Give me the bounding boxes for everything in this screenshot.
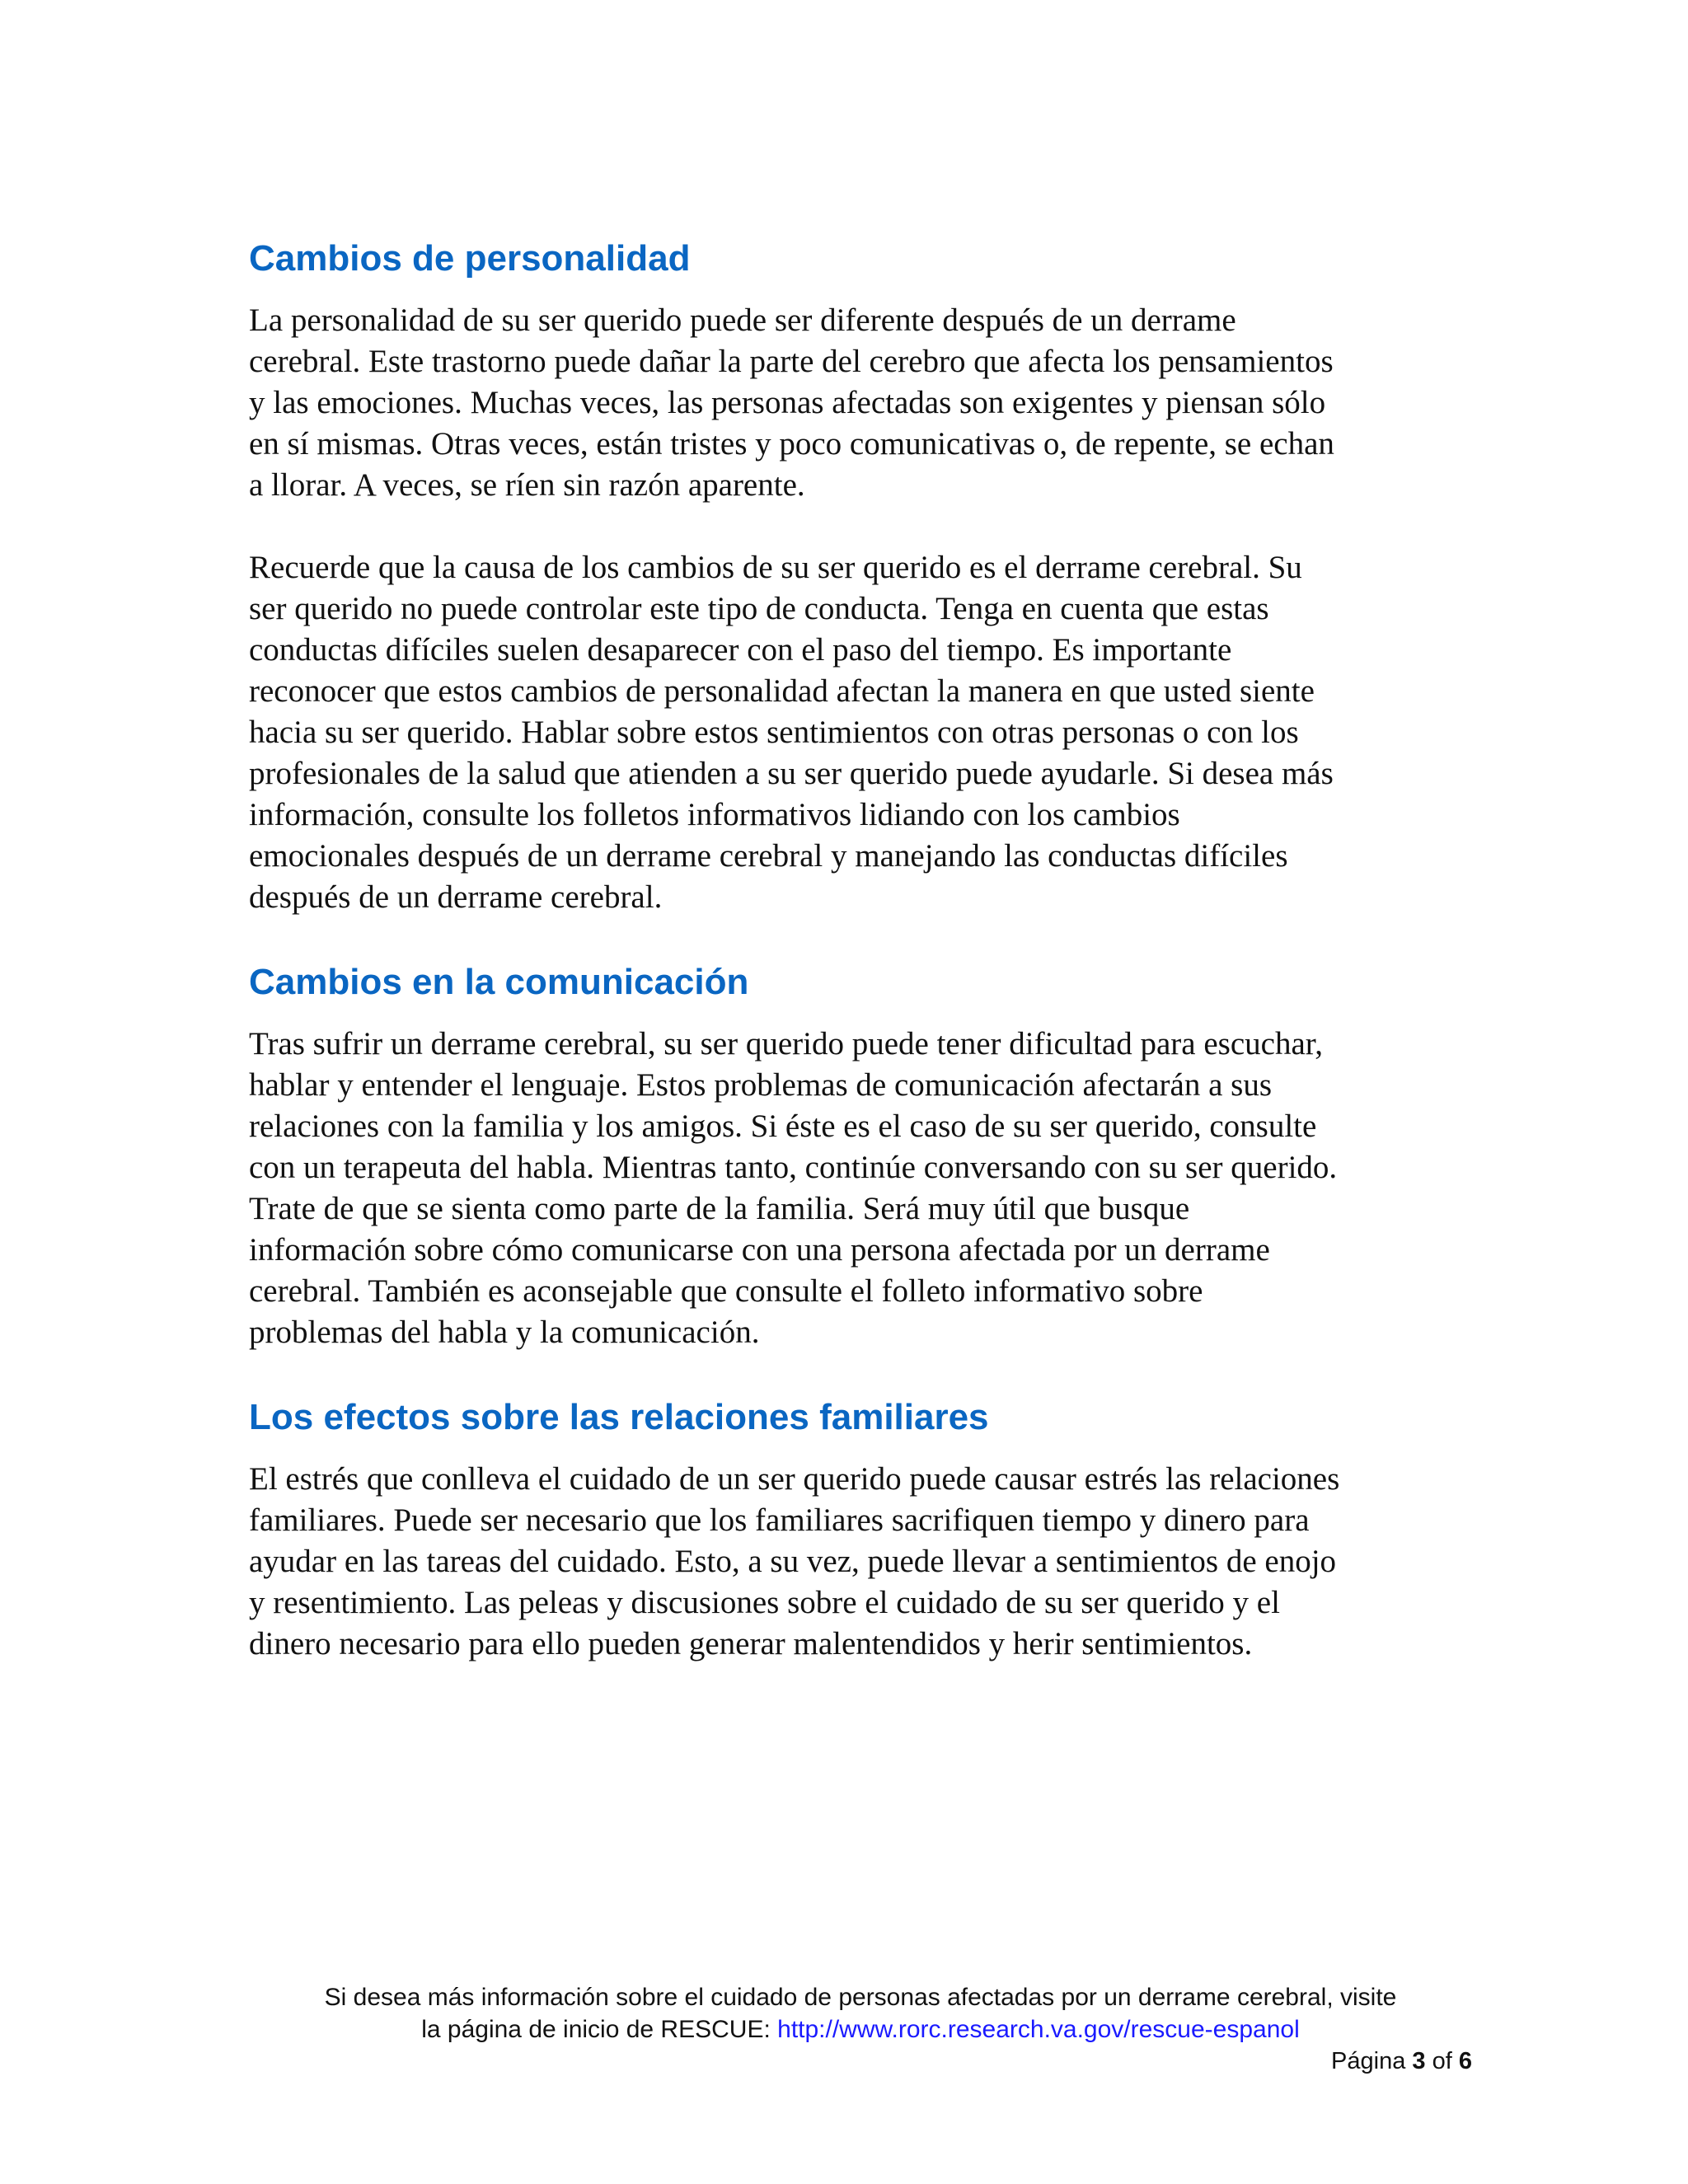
section-heading-family: Los efectos sobre las relaciones familiares bbox=[249, 1397, 989, 1437]
footer-line-1: Si desea más información sobre el cuidado de personas afectadas por un derrame cerebral, visite bbox=[324, 1984, 1397, 2011]
page-number bbox=[1331, 2046, 1472, 2077]
document-body bbox=[249, 236, 1485, 1665]
section-heading-personality: Cambios de personalidad bbox=[249, 238, 691, 279]
paragraph-gap bbox=[249, 506, 1485, 547]
paragraph-personality-1: La personalidad de su ser querido puede ser diferente después de un derrame cerebral. Este trastorno puede dañar la parte del cerebro que afecta los pensamientos y las emociones. Muchas veces, las personas afectadas son exigentes y piensan sólo en sí mismas. Otras veces, están tristes y poco comunicativas o, de repente, se echan a llorar. A veces, se ríen sin razón aparente. bbox=[249, 302, 1334, 503]
paragraph-communication-1: Tras sufrir un derrame cerebral, su ser querido puede tener dificultad para escuchar, hablar y entender el lenguaje. Estos problemas de comunicación afectarán a sus relaciones con la familia y los amigos. Si éste es el caso de su ser querido, consulte con un terapeuta del habla. Mientras tanto, continúe conversando con su ser querido. Trate de que se sienta como parte de la familia. Será muy útil que busque información sobre cómo comunicarse con una persona afectada por un derrame cerebral. También es aconsejable que consulte el folleto informativo sobre problemas del habla y la comunicación. bbox=[249, 1026, 1338, 1350]
section-heading-communication: Cambios en la comunicación bbox=[249, 962, 749, 1002]
page-label: Página bbox=[1331, 2048, 1413, 2074]
rescue-homepage-link[interactable]: http://www.rorc.research.va.gov/rescue-espanol bbox=[777, 2016, 1300, 2043]
page-of: of bbox=[1425, 2048, 1459, 2074]
footer-line-2 bbox=[249, 2013, 1472, 2046]
page-current: 3 bbox=[1412, 2048, 1426, 2074]
footer-line-2-text: la página de inicio de RESCUE: bbox=[421, 2016, 778, 2043]
section-gap bbox=[249, 918, 1485, 959]
page-footer bbox=[249, 1981, 1472, 2046]
paragraph-family-1: El estrés que conlleva el cuidado de un ser querido puede causar estrés las relaciones familiares. Puede ser necesario que los familiares sacrifiquen tiempo y dinero para ayudar en las tareas del cuidado. Esto, a su vez, puede llevar a sentimientos de enojo y resentimiento. Las peleas y discusiones sobre el cuidado de su ser querido y el dinero necesario para ello pueden generar malentendidos y herir sentimientos. bbox=[249, 1461, 1340, 1661]
page-total: 6 bbox=[1458, 2048, 1472, 2074]
section-gap bbox=[249, 1353, 1485, 1394]
paragraph-personality-2: Recuerde que la causa de los cambios de su ser querido es el derrame cerebral. Su ser querido no puede controlar este tipo de conducta. Tenga en cuenta que estas conductas difíciles suelen desaparecer con el paso del tiempo. Es importante reconocer que estos cambios de personalidad afectan la manera en que usted siente hacia su ser querido. Hablar sobre estos sentimientos con otras personas o con los profesionales de la salud que atienden a su ser querido puede ayudarle. Si desea más información, consulte los folletos informativos lidiando con los cambios emocionales después de un derrame cerebral y manejando las conductas difíciles después de un derrame cerebral. bbox=[249, 550, 1334, 915]
